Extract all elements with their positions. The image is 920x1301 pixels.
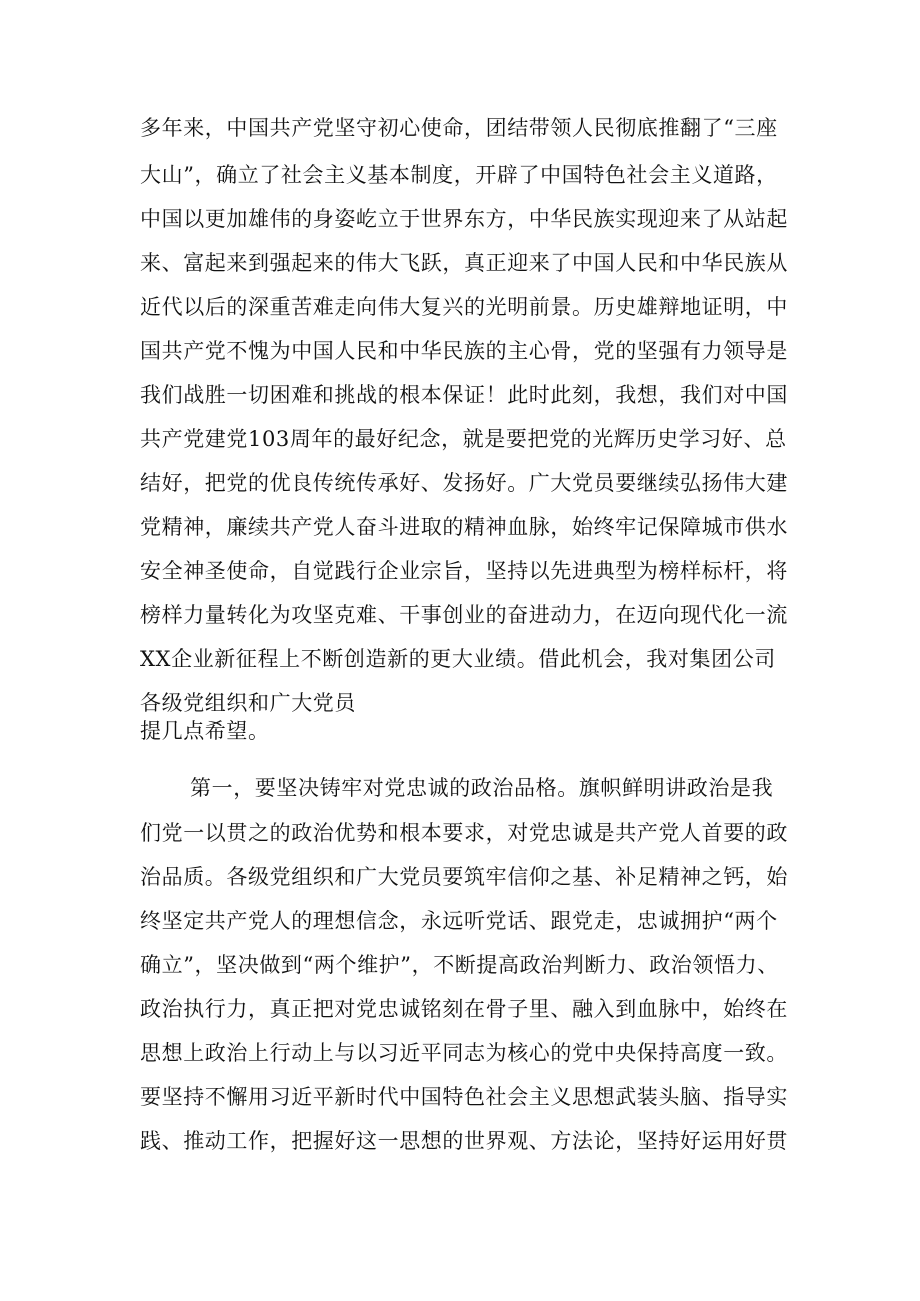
text-line-17: 们党一以贯之的政治优势和根本要求，对党忠诚是共产党人首要的政 [140,821,788,845]
text-line-14: 各级党组织和广大党员 [140,691,356,715]
text-line-5: 近代以后的深重苦难走向伟大复兴的光明前景。历史雄辩地证明，中 [140,295,788,319]
text-line-15: 提几点希望。 [140,719,270,743]
text-line-21: 政治执行力，真正把对党忠诚铭刻在骨子里、融入到血脉中，始终在 [140,997,788,1021]
paragraph-2-first-line: 第一，要坚决铸牢对党忠诚的政治品格。旗帜鲜明讲政治是我 [190,776,774,800]
text-line-22: 思想上政治上行动上与以习近平同志为核心的党中央保持高度一致。 [140,1041,788,1065]
text-line-3: 中国以更加雄伟的身姿屹立于世界东方，中华民族实现迎来了从站起 [140,207,788,231]
text-line-13: XX企业新征程上不断创造新的更大业绩。借此机会，我对集团公司 [140,647,776,671]
text-line-20: 确立”，坚决做到“两个维护”，不断提高政治判断力、政治领悟力、 [140,953,779,977]
text-line-11: 安全神圣使命，自觉践行企业宗旨，坚持以先进典型为榜样标杆，将 [140,559,788,583]
text-line-23: 要坚持不懈用习近平新时代中国特色社会主义思想武装头脑、指导实 [140,1085,788,1109]
text-line-4: 来、富起来到强起来的伟大飞跃，真正迎来了中国人民和中华民族从 [140,251,788,275]
text-line-1: 多年来，中国共产党坚守初心使命，团结带领人民彻底推翻了“三座 [140,116,778,140]
text-line-9: 结好，把党的优良传统传承好、发扬好。广大党员要继续弘扬伟大建 [140,471,788,495]
text-line-12: 榜样力量转化为攻坚克难、干事创业的奋进动力，在迈向现代化一流 [140,603,788,627]
text-line-24: 践、推动工作，把握好这一思想的世界观、方法论，坚持好运用好贯 [140,1129,788,1153]
text-line-10: 党精神，廉续共产党人奋斗进取的精神血脉，始终牢记保障城市供水 [140,515,788,539]
text-line-18: 治品质。各级党组织和广大党员要筑牢信仰之基、补足精神之钙，始 [140,865,788,889]
text-line-2: 大山”，确立了社会主义基本制度，开辟了中国特色社会主义道路， [140,163,778,187]
text-line-8: 共产党建党103周年的最好纪念，就是要把党的光辉历史学习好、总 [140,427,787,451]
text-line-19: 终坚定共产党人的理想信念，永远听党话、跟党走，忠诚拥护“两个 [140,909,778,933]
text-line-7: 我们战胜一切困难和挑战的根本保证！此时此刻，我想，我们对中国 [140,383,788,407]
text-line-6: 国共产党不愧为中国人民和中华民族的主心骨，党的坚强有力领导是 [140,339,788,363]
